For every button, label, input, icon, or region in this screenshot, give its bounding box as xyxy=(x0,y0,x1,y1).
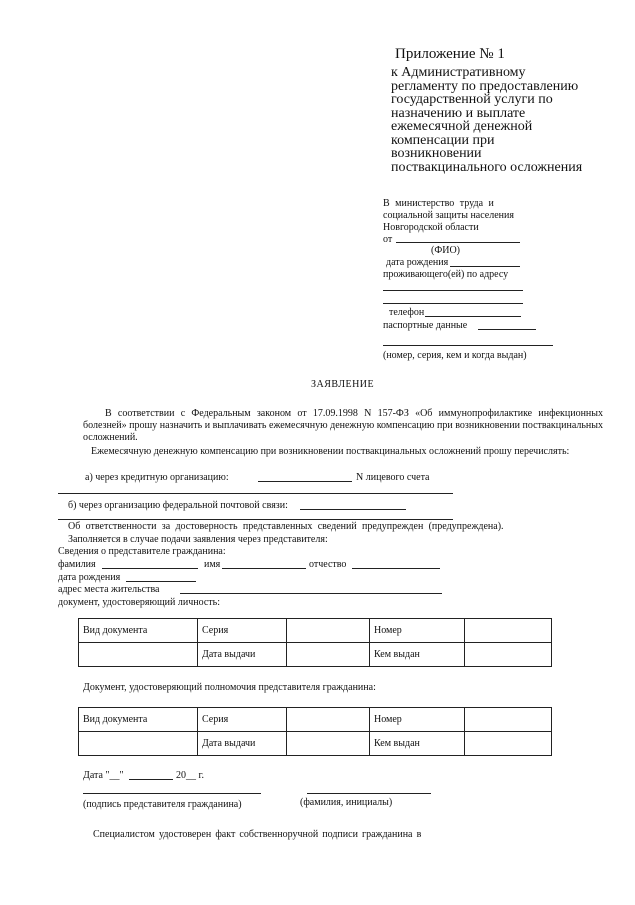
account-label: N лицевого счета xyxy=(356,472,430,483)
residence-address-label: адрес места жительства xyxy=(58,584,160,595)
account-field[interactable] xyxy=(58,493,453,494)
issued-by-cell[interactable] xyxy=(465,732,552,756)
issue-date-label: Дата выдачи xyxy=(198,643,287,667)
issued-by-label: Кем выдан xyxy=(370,732,465,756)
specialist-text: Специалистом удостоверен факт собственноручной подписи гражданина в xyxy=(93,829,422,840)
from-field[interactable] xyxy=(396,242,520,243)
first-name-label: имя xyxy=(204,559,221,570)
doc-type-cell[interactable] xyxy=(79,732,198,756)
phone-field[interactable] xyxy=(425,316,521,317)
bank-field[interactable] xyxy=(258,481,352,482)
residence-address-field[interactable] xyxy=(180,593,442,594)
surname-label: фамилия xyxy=(58,559,96,570)
issue-date-cell[interactable] xyxy=(287,732,370,756)
residing-label: проживающего(ей) по адресу xyxy=(383,269,509,280)
date-prefix: Дата "__" xyxy=(83,770,124,781)
surname-field[interactable] xyxy=(102,568,198,569)
id-document-label: документ, удостоверяющий личность: xyxy=(58,597,220,608)
from-label: от xyxy=(383,234,393,245)
issue-date-cell[interactable] xyxy=(287,643,370,667)
rep-signature-caption: (подпись представителя гражданина) xyxy=(83,799,242,810)
id-document-table xyxy=(78,618,552,667)
first-name-field[interactable] xyxy=(222,568,306,569)
issued-by-label: Кем выдан xyxy=(370,643,465,667)
series-cell[interactable] xyxy=(287,619,370,643)
series-cell[interactable] xyxy=(287,708,370,732)
passport-label: паспортные данные xyxy=(383,320,468,331)
patronymic-field[interactable] xyxy=(352,568,440,569)
appendix-line: компенсации при xyxy=(391,132,495,148)
addressee-line: социальной защиты населения xyxy=(383,210,514,221)
passport-field-1[interactable] xyxy=(478,329,536,330)
series-label: Серия xyxy=(198,619,287,643)
statement-heading: ЗАЯВЛЕНИЕ xyxy=(311,379,375,390)
representative-info-label: Сведения о представителе гражданина: xyxy=(58,546,226,557)
rep-birth-date-field[interactable] xyxy=(126,581,196,582)
representative-note: Заполняется в случае подачи заявления через представителя: xyxy=(68,534,328,545)
appendix-line: поствакцинального осложнения xyxy=(391,159,583,175)
number-label: Номер xyxy=(370,708,465,732)
post-office-field[interactable] xyxy=(300,509,406,510)
date-month-field[interactable] xyxy=(129,779,173,780)
responsibility-text: Об ответственности за достоверность представленных сведений предупрежден (предупреждена). xyxy=(68,521,504,532)
addressee-line: В министерство труда и xyxy=(383,198,494,209)
appendix-subtitle xyxy=(391,66,611,174)
authority-document-label: Документ, удостоверяющий полномочия представителя гражданина: xyxy=(83,682,376,693)
name-initials-field[interactable] xyxy=(307,793,431,794)
fio-caption: (ФИО) xyxy=(431,245,461,256)
appendix-line: возникновении xyxy=(391,146,482,161)
doc-type-cell[interactable] xyxy=(79,643,198,667)
appendix-line: к Административному xyxy=(391,65,526,80)
appendix-line: ежемесячной денежной xyxy=(391,119,533,134)
birth-date-label: дата рождения xyxy=(386,257,449,268)
issue-date-label: Дата выдачи xyxy=(198,732,287,756)
number-cell[interactable] xyxy=(465,619,552,643)
number-cell[interactable] xyxy=(465,708,552,732)
number-label: Номер xyxy=(370,619,465,643)
addressee-line: Новгородской области xyxy=(383,222,479,233)
passport-field-2[interactable] xyxy=(383,345,553,346)
authority-document-table xyxy=(78,707,552,756)
birth-date-field[interactable] xyxy=(450,266,520,267)
rep-signature-field[interactable] xyxy=(83,793,261,794)
address-field-1[interactable] xyxy=(383,290,523,291)
series-label: Серия xyxy=(198,708,287,732)
date-year: 20__ г. xyxy=(176,770,204,781)
name-initials-caption: (фамилия, инициалы) xyxy=(300,797,393,808)
option-b-label: б) через организацию федеральной почтовой связи: xyxy=(68,500,288,511)
appendix-line: регламенту по предоставлению xyxy=(391,78,579,94)
statement-paragraph-1: В соответствии с Федеральным законом от 17.09.1998 N 157-ФЗ «Об иммунопрофилактике инфекционных болезней» прошу назначить и выплачивать ежемесячную денежную компенсацию при возникновении поствакцинальных осложнений. xyxy=(83,408,603,443)
doc-type-label: Вид документа xyxy=(79,708,198,732)
doc-type-label: Вид документа xyxy=(79,619,198,643)
appendix-line: назначению и выплате xyxy=(391,105,526,121)
passport-caption: (номер, серия, кем и когда выдан) xyxy=(383,350,527,361)
address-field-2[interactable] xyxy=(383,303,523,304)
issued-by-cell[interactable] xyxy=(465,643,552,667)
rep-birth-date-label: дата рождения xyxy=(58,572,121,583)
post-office-field-2[interactable] xyxy=(58,519,453,520)
option-a-label: а) через кредитную организацию: xyxy=(85,472,229,483)
appendix-line: государственной услуги по xyxy=(391,92,553,107)
statement-paragraph-2: Ежемесячную денежную компенсацию при возникновении поствакцинальных осложнений прошу перечислять: xyxy=(91,446,570,457)
appendix-title: Приложение № 1 xyxy=(395,46,505,62)
phone-label: телефон xyxy=(389,307,425,318)
patronymic-label: отчество xyxy=(309,559,347,570)
